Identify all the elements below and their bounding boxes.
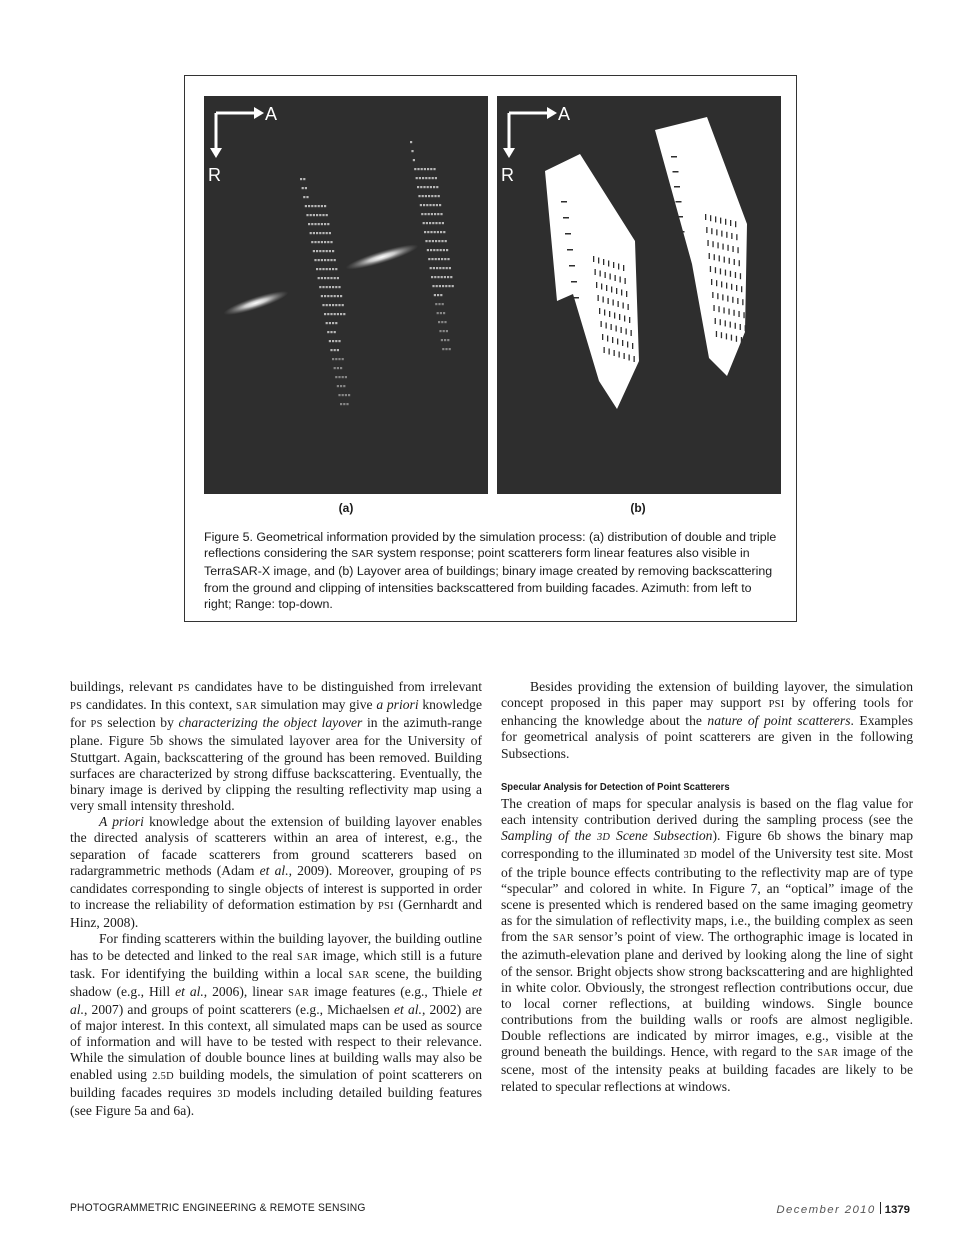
text-run: SAR <box>236 701 258 713</box>
azimuth-label: A <box>558 104 571 124</box>
right-column-body <box>501 796 913 1095</box>
text-run: , 2002) are of major interest. In this context, all simulated maps can be used as source of information and will have to be tested with respect to their relevance. While the simulation of double bounce lines at building walls may also be enabled using <box>70 1001 482 1082</box>
text-run: et al. <box>394 1001 422 1017</box>
issue-date: December 2010 <box>776 1204 876 1216</box>
text-run: PSI <box>768 699 785 711</box>
panel-b-image <box>497 96 781 494</box>
text-run: et al. <box>259 862 289 878</box>
text-run: PS <box>177 683 190 694</box>
text-run: ). Figure 6b shows the binary map corresponding to the illuminated <box>501 828 913 862</box>
text-run: knowledge about the extension of building layover enables the directed analysis of scatterers within an area of interest, e.g., the separation of facade scatterers from ground scatterers based on radargrammetric methods (Adam <box>70 814 482 878</box>
text-run: . Examples for geometrical analysis of point scatterers are given in the following Subsections. <box>501 713 913 761</box>
text-run: SAR <box>817 1048 839 1060</box>
text-run: Figure 5. Geometrical information provided by the simulation process: (a) distribution of double and triple reflections considering the <box>204 530 777 561</box>
text-run: sensor’s point of view. The orthographic image is located in the azimuth-elevation plane and derived by looking along the line of sight of the sensor. Bright objects show strong backscattering and are highlighted in white color. Obviously, the strongest reflection contributions occur, due to local corner reflections, at building windows. Single bounce contributions from the building walls or roofs are almost negligible. Double reflections are indicated by mirror images, e.g., visible at the ground beneath the buildings. Hence, with regard to the <box>501 929 913 1060</box>
scatterer-distribution-image <box>204 96 488 494</box>
page-number: 1379 <box>884 1204 910 1216</box>
text-run: SAR <box>552 933 574 945</box>
text-run: 2.5D <box>152 1070 174 1082</box>
text-run: scene, the building shadow (e.g., Hill <box>70 965 482 999</box>
text-run: image features (e.g., Thiele <box>309 983 473 999</box>
page-footer <box>776 1202 910 1216</box>
text-run: SAR <box>297 951 319 963</box>
text-run: system response; point scatterers form linear features also visible in TerraSAR-X image, and (b) Layover area of buildings; binary image created by removing backscattering from the ground and clipping of intensities backscattered from building facades. Azimuth: from left to right; Range: top-down. <box>204 546 773 611</box>
left-column-text <box>70 679 482 1119</box>
text-run: building models, the simulation of point scatterers on building facades requires <box>70 1066 483 1100</box>
text-run: (Gernhardt and Hinz, 2008). <box>70 897 482 931</box>
text-run: image of the scene, most of the intensity peaks at building facades are likely to be related to specular reflections at windows. <box>501 1044 913 1094</box>
text-run: For finding scatterers within the building layover, the building outline has to be detected and linked to the real <box>70 931 482 963</box>
text-run: by offering tools for enhancing the knowledge about the <box>501 695 913 729</box>
azimuth-range-arrows <box>208 104 277 185</box>
text-run: SAR <box>351 549 374 561</box>
text-run: 3D <box>596 832 611 844</box>
text-run: PSI <box>377 901 394 913</box>
text-run: buildings, relevant <box>70 679 178 694</box>
text-run: , 2006), linear <box>203 983 289 999</box>
text-run: PS <box>90 719 103 731</box>
text-run: A priori <box>99 814 144 830</box>
paragraph <box>501 679 913 762</box>
text-run: candidates corresponding to single objects of interest is supported in order to increase the reliability of deformation estimation by <box>70 880 482 913</box>
text-run: candidates. In this context, <box>82 697 237 713</box>
azimuth-label: A <box>265 104 278 124</box>
layover-area-image <box>497 96 781 494</box>
text-run: a priori <box>376 697 419 713</box>
right-column-intro <box>501 679 913 762</box>
text-run: et al. <box>175 983 204 999</box>
paragraph <box>70 814 482 931</box>
panel-a-image <box>204 96 488 494</box>
left-column <box>70 679 482 1119</box>
section-heading: Specular Analysis for Detection of Point Scatterers <box>501 780 730 793</box>
text-run: PS <box>469 866 482 878</box>
text-run: models including detailed building features (see Figure 5a and 6a). <box>70 1084 482 1118</box>
range-label: R <box>208 165 221 185</box>
text-run: PS <box>70 701 83 713</box>
text-run: Besides providing the extension of building layover, the simulation concept proposed in this paper may support <box>501 679 913 711</box>
text-run: 3D <box>217 1088 231 1100</box>
point-scatterers <box>300 141 454 405</box>
text-run: , 2007) and groups of point scatterers (e.g., Michaelsen <box>83 1001 394 1017</box>
right-column <box>501 679 913 1095</box>
text-run: Scene Subsection <box>610 828 713 844</box>
text-run: characterizing the object layover <box>178 715 363 731</box>
range-label: R <box>501 165 514 185</box>
text-run: , 2009). Moreover, grouping of <box>288 862 470 878</box>
paragraph <box>70 931 482 1119</box>
journal-name: PHOTOGRAMMETRIC ENGINEERING & REMOTE SENSING <box>70 1202 366 1214</box>
text-run: simulation may give <box>257 697 377 713</box>
text-run: SAR <box>348 969 370 981</box>
text-run: image, which still is a future task. For identifying the building within a local <box>70 947 482 981</box>
footer-divider <box>880 1202 881 1214</box>
paragraph <box>501 796 913 1095</box>
text-run: in the azimuth-range plane. Figure 5b shows the simulated layover area for the University of Stuttgart. Again, backscattering of the ground has been removed. Building surfaces are characterized by strong diffuse backscattering. Eventually, the binary image is derived by clipping the resulting reflectivity map using a very small intensity threshold. <box>70 715 482 814</box>
text-run: selection by <box>102 715 179 731</box>
paragraph <box>70 679 482 814</box>
panel-b-label: (b) <box>630 501 646 515</box>
text-run: SAR <box>288 987 310 999</box>
text-run: The creation of maps for specular analysis is based on the flag value for each intensity contribution derived during the sampling process (see the <box>501 795 913 828</box>
text-run: 3D <box>683 850 697 862</box>
text-run: Sampling of the <box>501 828 597 844</box>
text-run: model of the University test site. Most of the triple bounce effects contributing to the reflectivity map are of type “specular” and colored in white. In Figure 7, an “optical” image of the scene is presented which is rendered based on the same imaging geometry as for the simulation of reflectivity maps, i.e., the building complex as seen from the <box>501 846 913 945</box>
text-run: candidates have to be distinguished from irrelevant <box>189 679 483 694</box>
panel-a-label: (a) <box>338 501 354 515</box>
text-run: nature of point scatterers <box>707 713 851 729</box>
text-run: knowledge for <box>70 697 482 731</box>
text-run: et al. <box>70 983 482 1017</box>
figure-caption <box>204 529 782 612</box>
figure-5 <box>184 75 797 622</box>
